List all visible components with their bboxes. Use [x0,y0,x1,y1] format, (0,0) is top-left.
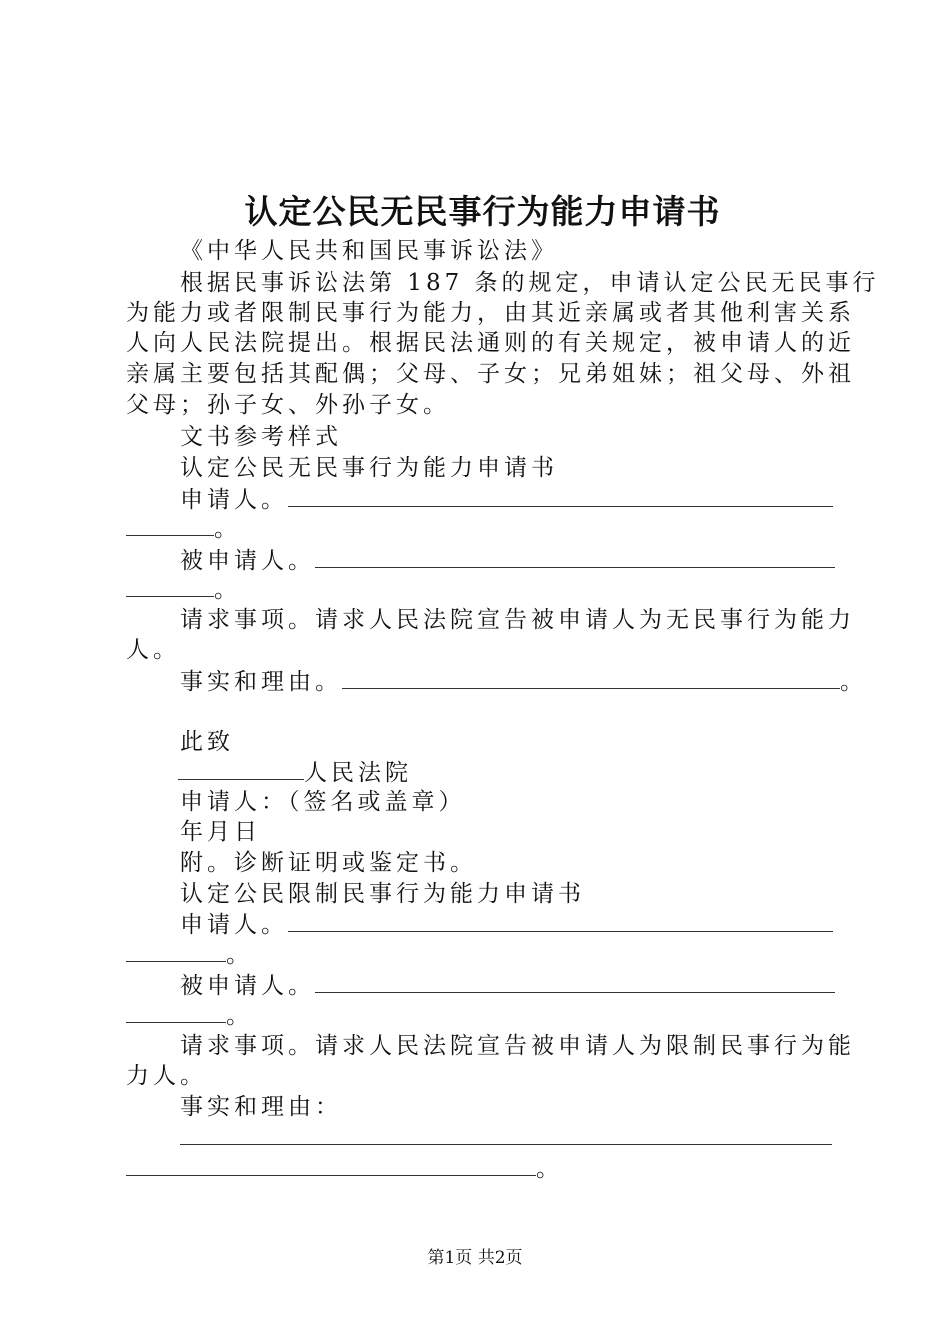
intro-line-5: 父母；孙子女、外孙子女。 [126,392,450,418]
form1-respondent-blank [315,545,835,568]
intro-line-3: 人向人民法院提出。根据民法通则的有关规定，被申请人的近 [126,330,855,356]
form2-facts-blank [180,1122,832,1145]
form1-request-l1: 请求事项。请求人民法院宣告被申请人为无民事行为能力 [180,607,855,633]
form2-respondent-label: 被申请人。 [180,973,315,999]
form2-respondent-blank-cont [126,1000,226,1023]
form2-respondent-row [180,970,835,1001]
attachment-line: 附。诊断证明或鉴定书。 [180,850,477,876]
sample-heading: 文书参考样式 [180,424,342,450]
form1-applicant-end: 。 [214,516,241,542]
form1-applicant-cont [126,513,241,544]
form2-heading: 认定公民限制民事行为能力申请书 [180,881,585,907]
form2-applicant-label: 申请人。 [180,912,288,938]
form2-applicant-blank-cont [126,939,226,962]
form1-respondent-blank-cont [126,574,214,597]
form1-applicant-label: 申请人。 [180,487,288,513]
page-footer: 第1页 共2页 [427,1248,523,1268]
form1-facts-row [180,666,867,697]
court-blank [178,757,304,780]
form2-respondent-blank [315,970,835,993]
form1-facts-label: 事实和理由。 [180,669,342,695]
intro-line-4: 亲属主要包括其配偶；父母、子女；兄弟姐妹；祖父母、外祖 [126,361,855,387]
form2-facts-blank-row [180,1122,832,1153]
document-title: 认定公民无民事行为能力申请书 [244,192,721,231]
form1-applicant-blank [288,484,833,507]
form2-applicant-row [180,909,833,940]
form2-respondent-cont [126,1000,253,1031]
form2-applicant-blank [288,909,833,932]
signature-line: 申请人：（签名或盖章） [180,789,466,815]
court-row [178,757,412,788]
form2-facts-cont [126,1153,563,1184]
form1-request-l2: 人。 [126,637,180,663]
intro-line-1: 根据民事诉讼法第 187 条的规定，申请认定公民无民事行 [180,270,880,296]
court-label: 人民法院 [304,760,412,786]
form2-applicant-end: 。 [226,942,253,968]
form1-facts-blank [342,666,840,689]
form2-respondent-end: 。 [226,1003,253,1029]
form1-respondent-end: 。 [214,577,241,603]
law-reference: 《中华人民共和国民事诉讼法》 [180,238,558,264]
form2-facts-label: 事实和理由： [180,1094,342,1120]
form2-request-l2: 力人。 [126,1063,207,1089]
form1-respondent-row [180,545,835,576]
salutation: 此致 [180,729,234,755]
form1-applicant-blank-cont [126,513,214,536]
form2-applicant-cont [126,939,253,970]
form2-facts-blank-cont [126,1153,536,1176]
form1-respondent-cont [126,574,241,605]
form1-facts-end: 。 [840,669,867,695]
form1-heading: 认定公民无民事行为能力申请书 [180,455,558,481]
form2-facts-end: 。 [536,1156,563,1182]
form2-request-l1: 请求事项。请求人民法院宣告被申请人为限制民事行为能 [180,1033,855,1059]
form1-respondent-label: 被申请人。 [180,548,315,574]
form1-applicant-row [180,484,833,515]
date-line: 年月日 [180,819,261,845]
intro-line-2: 为能力或者限制民事行为能力，由其近亲属或者其他利害关系 [126,300,855,326]
